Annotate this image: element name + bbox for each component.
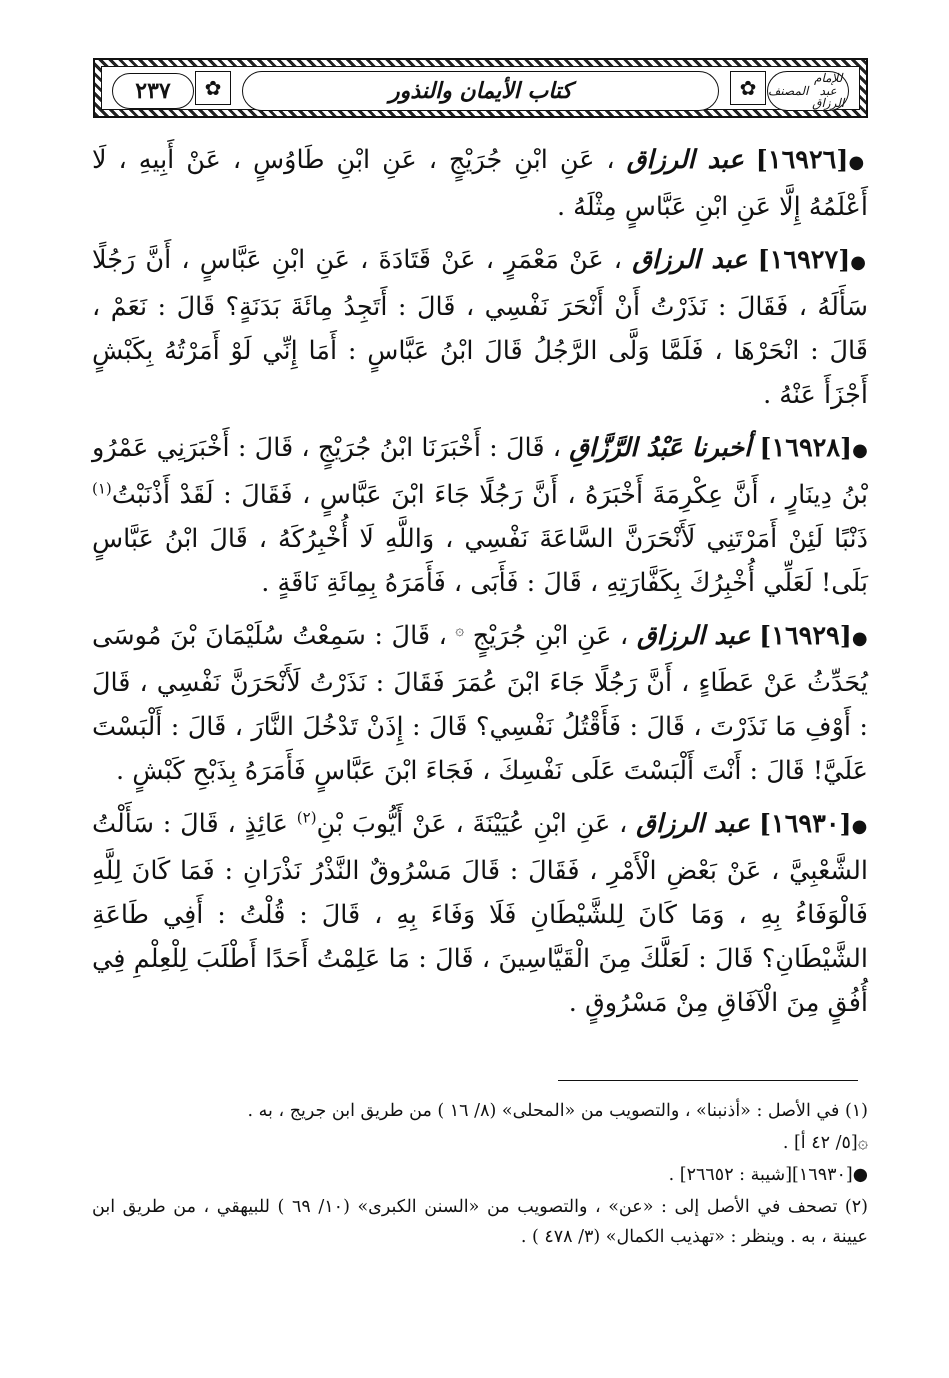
narrator-lead: عبد الرزاق <box>636 621 751 651</box>
hadith-number: [١٦٩٢٧] <box>757 245 851 275</box>
folio-note: ۞[٥/ ٤٢ أ] . <box>782 1133 868 1153</box>
main-text <box>92 138 868 1034</box>
seal-line-1: المصنف <box>768 83 809 98</box>
footnote-marker[interactable]: (١) <box>92 479 112 498</box>
hadith-paragraph <box>92 238 868 417</box>
hadith-text: ، عَنْ مَعْمَرٍ ، عَنْ قَتَادَةَ ، عَنِ ابْنِ عَبَّاسٍ ، أَنَّ رَجُلًا سَأَلَهُ ، فَقَالَ : نَذَرْتُ أَنْ أَنْحَرَ نَفْسِي ، قَالَ : أَتَجِدُ مِائَةَ بَدَنَةٍ؟ قَالَ : نَعَمْ ، قَالَ : انْحَرْهَا ، فَلَمَّا وَلَّى الرَّجُلُ قَالَ ابْنُ عَبَّاسٍ : أَمَا إِنِّي لَوْ أَمَرْتُهُ بِكَبْشٍ أَجْزَأَ عَنْهُ . <box>92 245 868 410</box>
footnotes <box>92 1096 868 1254</box>
footnote-separator <box>558 1080 858 1081</box>
floral-ornament-icon: ✿ <box>195 71 231 105</box>
hadith-number: [١٦٩٢٩] <box>759 621 852 651</box>
source-reference: ●[١٦٩٣٠][شيبة : ٢٦٦٥٢] . <box>668 1165 868 1185</box>
hadith-text: ، عَنِ ابْنِ جُرَيْجٍ ، عَنِ ابْنِ طَاوُسٍ ، عَنْ أَبِيهِ ، لَا أَعْلَمُهُ إِلَّا عَنِ ابْنِ عَبَّاسٍ مِثْلَهُ . <box>92 145 868 222</box>
book-seal-logo <box>767 71 849 111</box>
hadith-paragraph <box>92 138 868 229</box>
header-inner-frame <box>101 66 860 110</box>
footnote-1: (١) في الأصل : «أذنبنا» ، والتصويب من «المحلى» (٨/ ١٦ ) من طريق ابن جريج ، به . <box>247 1101 868 1121</box>
hadith-text: ، عَنِ ابْنِ جُرَيْجٍ <box>472 621 629 651</box>
chapter-title: كتاب الأيمان والنذور <box>242 71 719 111</box>
bullet-icon: ● <box>850 252 869 273</box>
narrator-lead: أخبرنا عَبْدُ الرَّزَّاقِ <box>569 433 752 463</box>
hadith-number: [١٦٩٣٠] <box>758 809 852 839</box>
hadith-text: ، عَنِ ابْنِ عُيَيْنَةَ ، عَنْ أَيُّوبَ بْنِ <box>316 809 628 839</box>
footnote-marker[interactable]: (٢) <box>296 808 317 827</box>
hadith-text: ، قَالَ : سَمِعْتُ سُلَيْمَانَ بْنَ مُوسَى يُحَدِّثُ عَنْ عَطَاءٍ ، أَنَّ رَجُلًا جَاءَ ابْنَ عُمَرَ فَقَالَ : نَذَرْتُ لَأَنْحَرَنَّ نَفْسِي ، قَالَ : أَوْفِ مَا نَذَرْتَ ، قَالَ : فَأَقْتُلُ نَفْسِي؟ قَالَ : إِذَنْ تَدْخُلَ النَّارَ ، قَالَ : أَلْبَسْتَ عَلَيَّ! قَالَ : أَنْتَ أَلْبَسْتَ عَلَى نَفْسِكَ ، فَجَاءَ ابْنَ عَبَّاسٍ فَأَمَرَهُ بِذَبْحِ كَبْشٍ . <box>92 621 868 786</box>
floral-ornament-icon: ✿ <box>730 71 766 105</box>
hadith-text: عَائِذٍ ، قَالَ : سَأَلْتُ الشَّعْبِيَّ ، عَنْ بَعْضِ الْأَمْرِ ، فَقَالَ : قَالَ مَسْرُوقٌ النَّذْرُ نَذْرَانِ : فَمَا كَانَ لِلَّهِ فَالْوَفَاءُ بِهِ ، وَمَا كَانَ لِلشَّيْطَانِ فَلَا وَفَاءَ بِهِ ، قَالَ : قُلْتُ : أَفِي طَاعَةِ الشَّيْطَانِ؟ قَالَ : لَعَلَّكَ مِنَ الْقَيَّاسِينَ ، قَالَ : مَا عَلِمْتُ أَحَدًا أَطْلَبَ لِلْعِلْمِ فِي أُفُقٍ مِنَ الْآفَاقِ مِنْ مَسْرُوقٍ . <box>92 809 868 1018</box>
hadith-paragraph <box>92 802 868 1025</box>
running-header <box>93 58 868 118</box>
seal-line-2: للإمام عبد الرزاق <box>812 71 845 111</box>
hadith-text: ، قَالَ : أَخْبَرَنَا ابْنُ جُرَيْجٍ ، قَالَ : أَخْبَرَنِي عَمْرُو بْنُ دِينَارٍ ، أَنَّ عِكْرِمَةَ أَخْبَرَهُ ، أَنَّ رَجُلًا جَاءَ ابْنَ عَبَّاسٍ ، فَقَالَ : لَقَدْ أَذْنَبْتُ <box>92 433 868 510</box>
hadith-text: ذَنْبًا لَئِنْ أَمَرْتَنِي لَأَنْحَرَنَّ السَّاعَةَ نَفْسِي ، وَاللَّهِ لَا أُخْبِرُكَهُ ، قَالَ ابْنُ عَبَّاسٍ بَلَى! لَعَلِّي أُخْبِرُكَ بِكَفَّارَتِهِ ، قَالَ : فَأَبَى ، فَأَمَرَهُ بِمِائَةِ نَاقَةٍ . <box>92 524 868 598</box>
bullet-icon: ● <box>851 628 868 649</box>
hadith-paragraph <box>92 614 868 793</box>
page-number: ٢٣٧ <box>112 73 194 109</box>
hadith-number: [١٦٩٢٨] <box>759 433 853 463</box>
hadith-paragraph <box>92 426 868 605</box>
footnote-2: (٢) تصحف في الأصل إلى : «عن» ، والتصويب من «السنن الكبرى» (١٠/ ٦٩ ) للبيهقي ، من طريق ابن عيينة ، به . وينظر : «تهذيب الكمال» (٣/ ٤٧٨ ) . <box>92 1197 868 1247</box>
manuscript-folio-marker[interactable]: ۞ <box>455 620 465 639</box>
bullet-icon: ● <box>851 816 868 837</box>
hadith-number: [١٦٩٢٦] <box>755 145 849 175</box>
narrator-lead: عبد الرزاق <box>626 145 744 175</box>
bullet-icon: ● <box>848 152 869 173</box>
narrator-lead: عبد الرزاق <box>632 245 748 275</box>
bullet-icon: ● <box>852 440 868 461</box>
narrator-lead: عبد الرزاق <box>636 809 751 839</box>
